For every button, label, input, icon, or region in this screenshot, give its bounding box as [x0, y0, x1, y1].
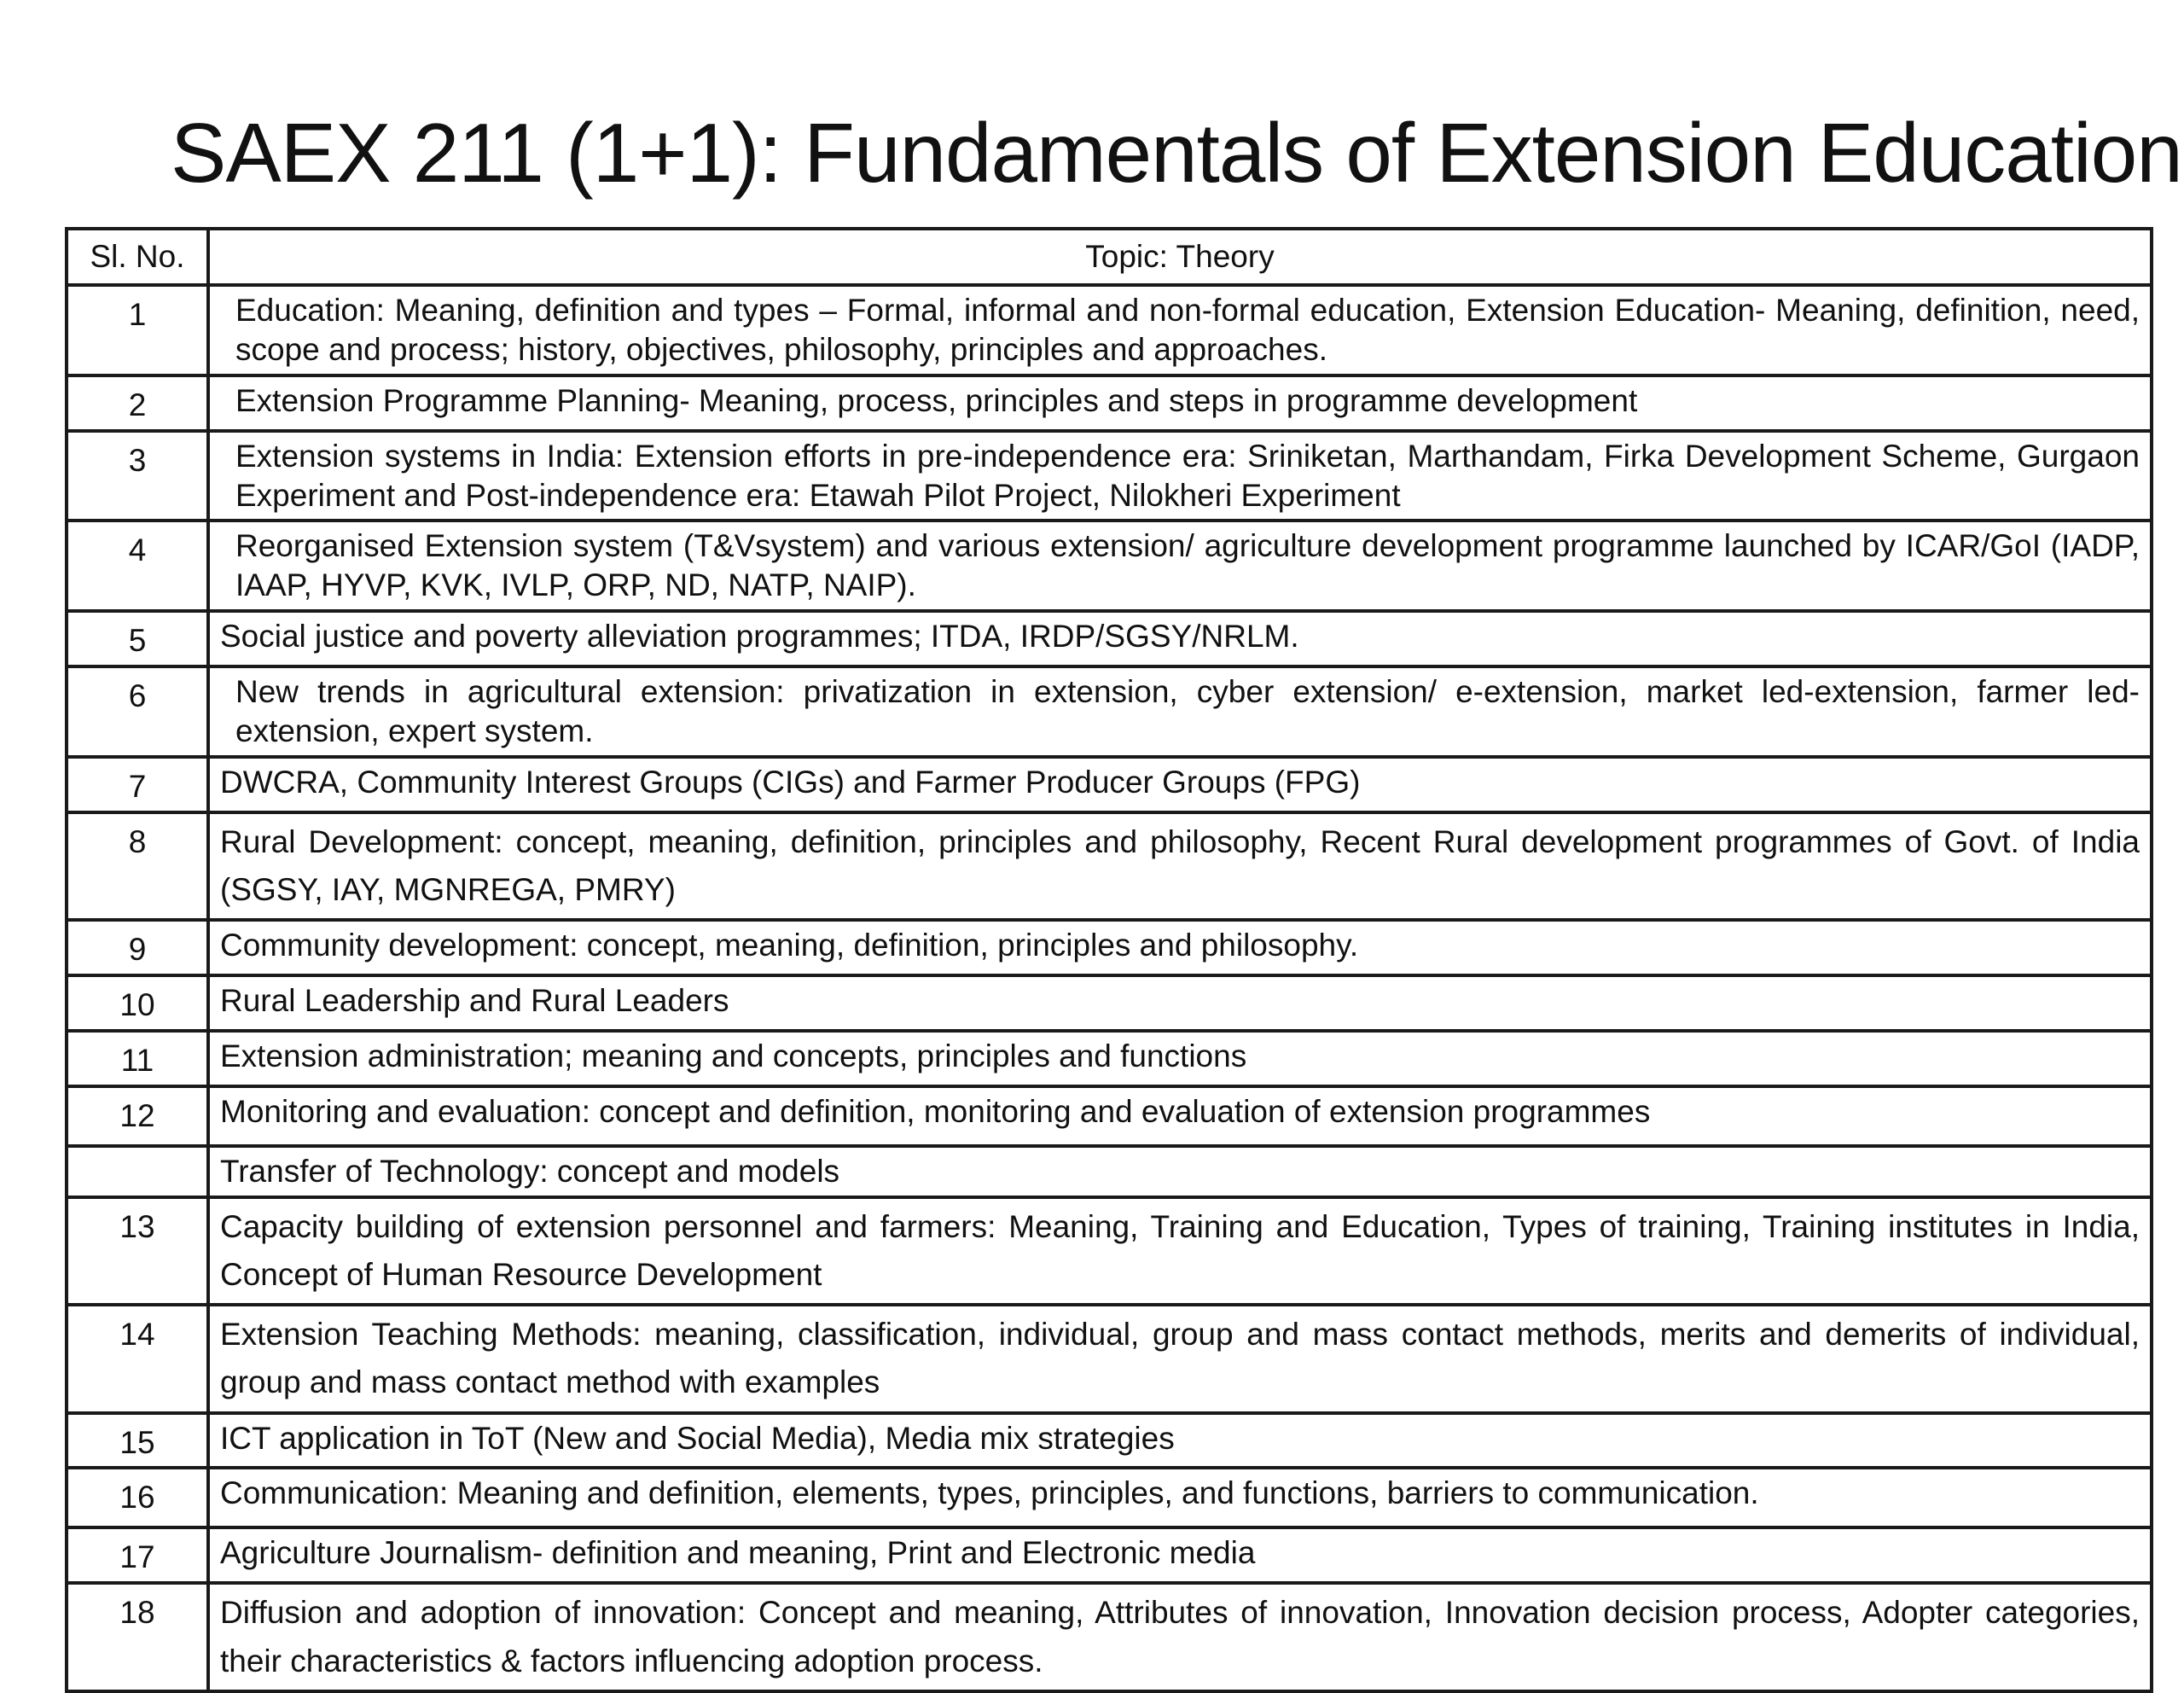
topic-cell: Reorganised Extension system (T&Vsystem) and various extension/ agriculture development programme launched by ICAR/GoI (IADP, IAAP, HYVP, KVK, IVLP, ORP, ND, NATP, NAIP). — [208, 521, 2152, 611]
table-row — [67, 1413, 2152, 1469]
sl-no-cell: 9 — [67, 920, 208, 975]
column-header-sl-no: Sl. No. — [67, 229, 208, 285]
page-title: SAEX 211 (1+1): Fundamentals of Extension Education — [171, 106, 2182, 200]
topic-cell: Extension systems in India: Extension efforts in pre-independence era: Sriniketan, Marthandam, Firka Development Scheme, Gurgaon Experiment and Post-independence era: Etawah Pilot Project, Nilokheri Experiment — [208, 431, 2152, 521]
table-row — [67, 1146, 2152, 1197]
topic-cell: Agriculture Journalism- definition and meaning, Print and Electronic media — [208, 1527, 2152, 1583]
topic-cell: New trends in agricultural extension: privatization in extension, cyber extension/ e-extension, market led-extension, farmer led-extension, expert system. — [208, 666, 2152, 757]
topic-cell: Social justice and poverty alleviation programmes; ITDA, IRDP/SGSY/NRLM. — [208, 611, 2152, 666]
sl-no-cell: 4 — [67, 521, 208, 611]
table-row — [67, 1086, 2152, 1146]
topic-cell: Diffusion and adoption of innovation: Concept and meaning, Attributes of innovation, Innovation decision process, Adopter categories, their characteristics & factors influencing adoption process. — [208, 1583, 2152, 1690]
table-row — [67, 521, 2152, 611]
topic-cell: Transfer of Technology: concept and models — [208, 1146, 2152, 1197]
sl-no-cell: 1 — [67, 285, 208, 375]
topic-cell: Monitoring and evaluation: concept and definition, monitoring and evaluation of extension programmes — [208, 1086, 2152, 1146]
sl-no-cell: 11 — [67, 1031, 208, 1086]
table-row — [67, 375, 2152, 431]
topic-cell: DWCRA, Community Interest Groups (CIGs) and Farmer Producer Groups (FPG) — [208, 757, 2152, 812]
topic-cell: Rural Development: concept, meaning, definition, principles and philosophy, Recent Rural development programmes of Govt. of India (SGSY, IAY, MGNREGA, PMRY) — [208, 812, 2152, 920]
sl-no-cell: 7 — [67, 757, 208, 812]
column-header-topic: Topic: Theory — [208, 229, 2152, 285]
topic-cell: Rural Leadership and Rural Leaders — [208, 975, 2152, 1031]
table-header-row — [67, 229, 2152, 285]
table-row — [67, 1468, 2152, 1527]
sl-no-cell: 15 — [67, 1413, 208, 1469]
table-row — [67, 1583, 2152, 1690]
sl-no-cell: 5 — [67, 611, 208, 666]
sl-no-cell: 8 — [67, 812, 208, 920]
topic-cell: Communication: Meaning and definition, elements, types, principles, and functions, barriers to communication. — [208, 1468, 2152, 1527]
topic-cell: Capacity building of extension personnel and farmers: Meaning, Training and Education, Types of training, Training institutes in India, Concept of Human Resource Development — [208, 1197, 2152, 1305]
topic-cell: Extension Teaching Methods: meaning, classification, individual, group and mass contact methods, merits and demerits of individual, group and mass contact method with examples — [208, 1305, 2152, 1412]
sl-no-cell: 18 — [67, 1583, 208, 1690]
topic-cell: Community development: concept, meaning, definition, principles and philosophy. — [208, 920, 2152, 975]
sl-no-cell: 17 — [67, 1527, 208, 1583]
topic-cell: Extension Programme Planning- Meaning, process, principles and steps in programme development — [208, 375, 2152, 431]
table-row — [67, 975, 2152, 1031]
sl-no-cell: 6 — [67, 666, 208, 757]
table-row — [67, 812, 2152, 920]
sl-no-cell: 12 — [67, 1086, 208, 1146]
table-row — [67, 1527, 2152, 1583]
sl-no-cell: 16 — [67, 1468, 208, 1527]
table-row — [67, 666, 2152, 757]
table-row — [67, 1197, 2152, 1305]
sl-no-cell: 3 — [67, 431, 208, 521]
table-row — [67, 285, 2152, 375]
table-row — [67, 920, 2152, 975]
topic-cell: ICT application in ToT (New and Social Media), Media mix strategies — [208, 1413, 2152, 1469]
table-row — [67, 431, 2152, 521]
topic-cell: Extension administration; meaning and concepts, principles and functions — [208, 1031, 2152, 1086]
sl-no-cell: 13 — [67, 1197, 208, 1305]
sl-no-cell: 2 — [67, 375, 208, 431]
topic-cell: Education: Meaning, definition and types – Formal, informal and non-formal education, Extension Education- Meaning, definition, need, scope and process; history, objectives, philosophy, principles and approaches. — [208, 285, 2152, 375]
sl-no-cell — [67, 1146, 208, 1197]
sl-no-cell: 10 — [67, 975, 208, 1031]
sl-no-cell: 14 — [67, 1305, 208, 1412]
table-row — [67, 1305, 2152, 1412]
table-row — [67, 611, 2152, 666]
syllabus-table — [65, 227, 2153, 1693]
table-row — [67, 1031, 2152, 1086]
table-row — [67, 757, 2152, 812]
